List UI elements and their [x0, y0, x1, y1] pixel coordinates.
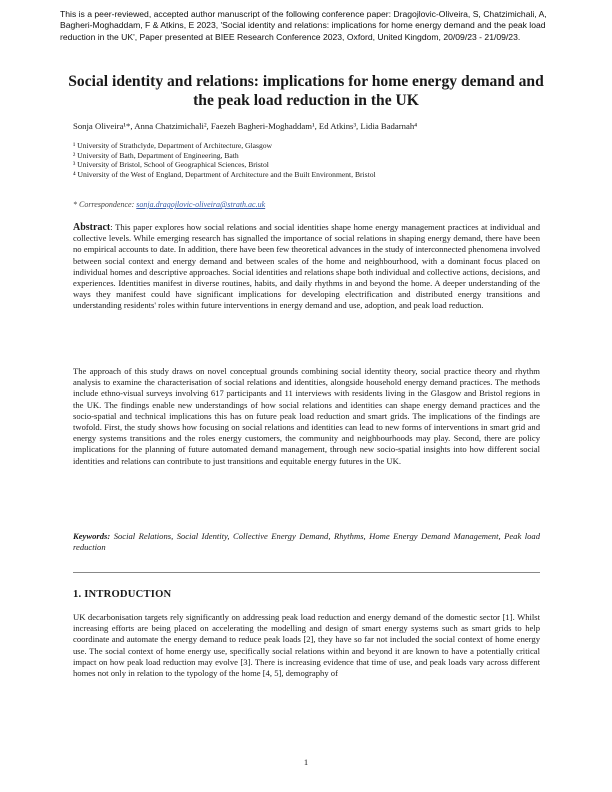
keywords-text: Social Relations, Social Identity, Collective Energy Demand, Rhythms, Home Energy Demand Management, Peak load reduction [73, 531, 540, 553]
section-heading-introduction: 1. INTRODUCTION [73, 589, 172, 600]
affiliation-item: ⁴ University of the West of England, Department of Architecture and the Built Environment, Bristol [73, 169, 376, 179]
affiliation-item: ¹ University of Strathclyde, Department of Architecture, Glasgow [73, 141, 273, 150]
abstract-label: Abstract [73, 222, 111, 233]
introduction-text: UK decarbonisation targets rely significantly on addressing peak load reduction and energy demand of the domestic sector [1]. Whilst increasing efforts are being placed on accelerating the modelling and design of smart energy systems such as smart grids to help coordinate and automate the energy demand to reduce peak loads [2], they have so far not included the social context of home energy use. The social context of home energy use, specifically social relations within and beyond it are known to have a potentially critical impact on how peak load reduction may evolve [3]. There is increasing evidence that time of use, and peak loads vary across different homes not only in relation to the typology of the home [4, 5], demography of [73, 612, 540, 679]
keywords [73, 531, 540, 553]
section-divider [73, 572, 540, 573]
paper-title: Social identity and relations: implications for home energy demand and the peak load reduction in the UK [68, 73, 544, 109]
correspondence [73, 200, 553, 209]
keywords-label: Keywords: [73, 531, 111, 541]
abstract [73, 222, 540, 312]
affiliation-list [73, 141, 553, 179]
affiliation-item: ² University of Bath, Department of Engineering, Bath [73, 150, 239, 160]
correspondence-email-link[interactable]: sonja.dragojlovic-oliveira@strath.ac.uk [136, 200, 266, 209]
abstract-text: : This paper explores how social relations and social identities shape home energy management practices at individual and collective levels. While emerging research has signalled the importance of social relations in shaping energy demand, there have been no empirical accounts to date. In addition, there have been few theoretical advances in the study of interconnected phenomena involved between social context and energy demand and between scales of the home and neighbourhood, with a dominant focus placed on individual homes and descriptive approaches. Social identities and relations shape both individual and collective actions, decisions, and experiences. Identities manifest in diverse routines, habits, and daily rhythms in and beyond the home. A deeper understanding of the ways they manifest could have significant implications for developing electrification and distributed energy transitions and understanding residents' roles within future interventions in energy demand and use, adoption, and peak load reduction. [73, 222, 540, 311]
abstract-paragraph-2: The approach of this study draws on novel conceptual grounds combining social identity theory, social practice theory and rhythm analysis to examine the characterisation of social relations and identities, alongside household energy demand practices. The methods include ethno-visual surveys involving 617 participants and 11 interviews with residents living in the Glasgow and Bristol regions in the UK. The findings enable new understandings of how social relations and identities can shape energy demand practices and the socio-spatial and technical implications this has on future peak load reduction and smart grids. The implications of the findings are twofold. First, the study shows how focusing on social relations and identities can lead to new forms of interventions in smart grid and energy systems transitions and the roles energy customers, the community and neighbourhoods may play. Second, there are policy implications for the planning of future automated demand management, through new socio-spatial insights into how different social identities and relations can contribute to just transitions and equitable energy futures in the UK. [73, 366, 540, 466]
page-number: 1 [303, 757, 309, 767]
manuscript-notice: This is a peer-reviewed, accepted author manuscript of the following conference paper: Dragojlovic-Oliveira, S, Chatzimichali, A, Bagheri-Moghaddam, F & Atkins, E 2023, 'Social identity and relations: implications for home energy demand and the peak load reduction in the UK', Paper presented at BIEE Research Conference 2023, Oxford, United Kingdom, 20/09/23 - 21/09/23. [60, 9, 547, 42]
correspondence-label: * Correspondence: [73, 200, 135, 209]
affiliation-item: ³ University of Bristol, School of Geographical Sciences, Bristol [73, 160, 269, 170]
author-list: Sonja Oliveira¹*, Anna Chatzimichali², Faezeh Bagheri-Moghaddam¹, Ed Atkins³, Lidia Badarnah⁴ [73, 121, 418, 131]
